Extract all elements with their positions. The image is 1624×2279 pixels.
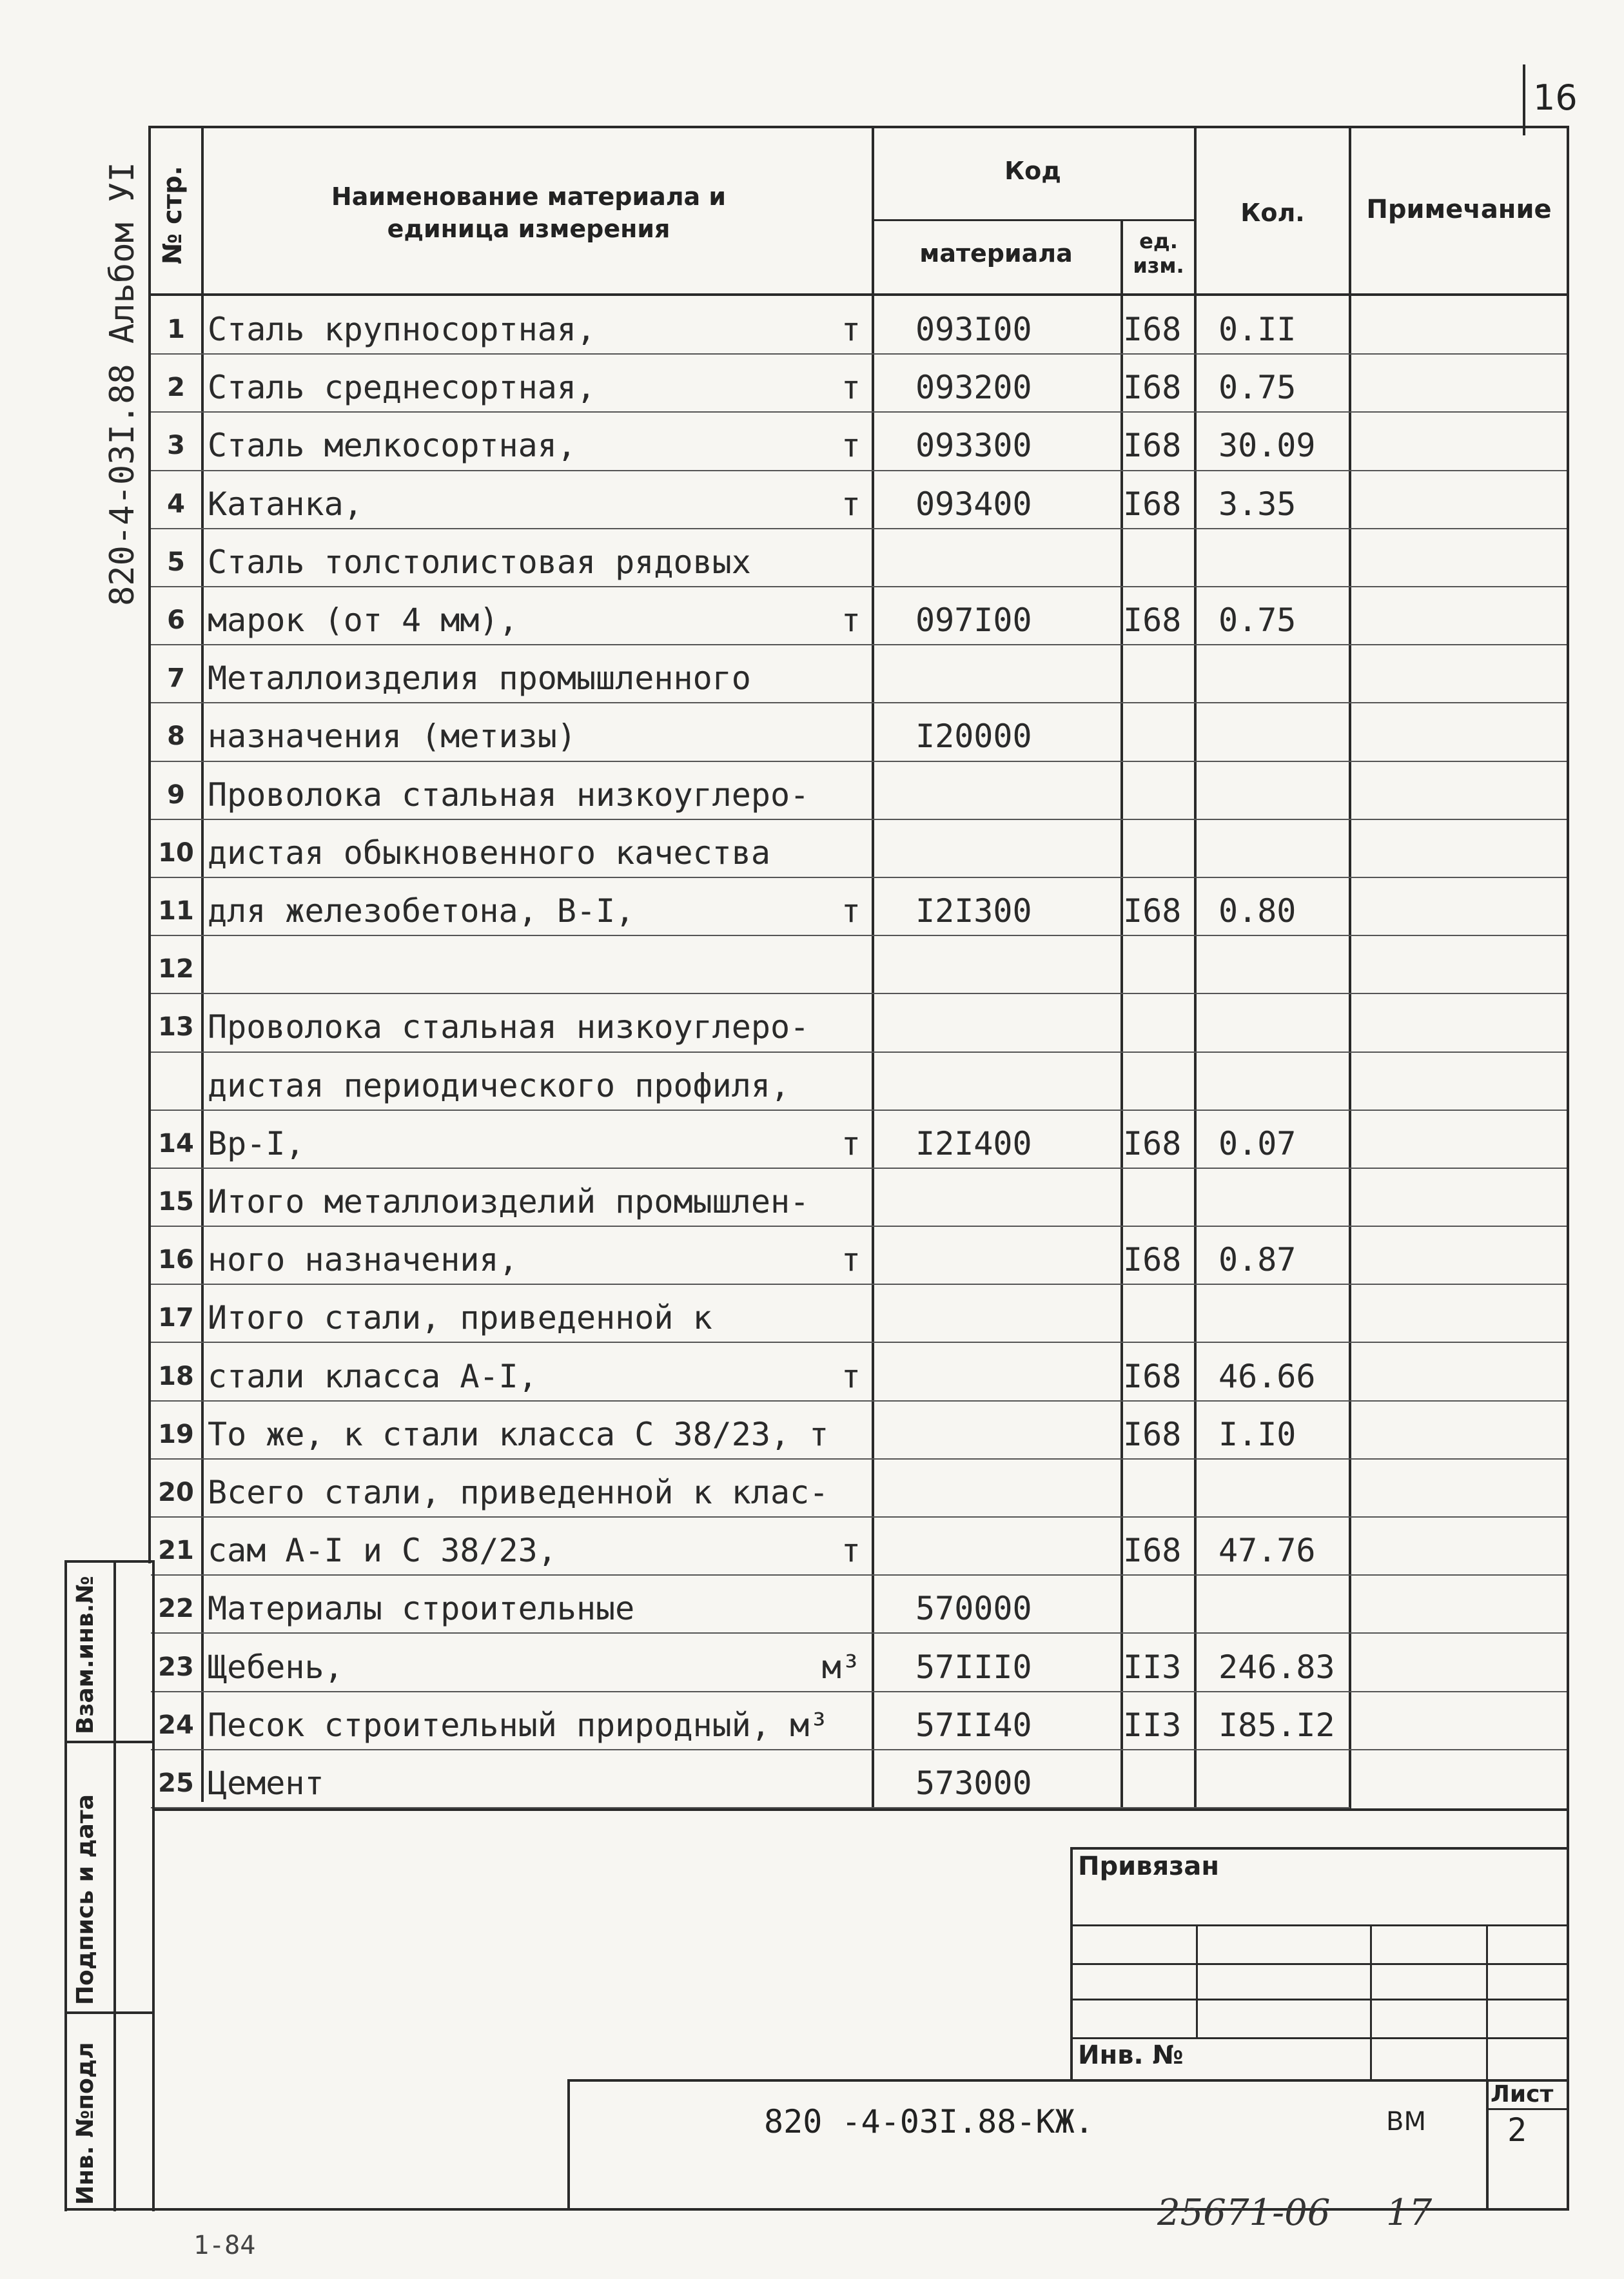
row-number: 17 [158, 1303, 194, 1333]
col-divider-qty [1349, 126, 1351, 1808]
header-code: Код [1004, 157, 1061, 185]
row-qty: 47.76 [1218, 1532, 1316, 1570]
row-number: 9 [167, 779, 185, 810]
row-number: 13 [158, 1012, 194, 1042]
row-separator [151, 470, 1567, 471]
row-qty: 0.75 [1218, 602, 1296, 640]
footer-left: 1-84 [193, 2231, 256, 2260]
row-number: 3 [167, 431, 185, 461]
side-stamp-right [113, 1560, 116, 2211]
page-number-divider [1523, 64, 1525, 135]
row-number: 24 [158, 1710, 194, 1740]
row-name: для железобетона, В-I, [208, 892, 635, 930]
tb-privyazan-r1 [1070, 1924, 1567, 1926]
row-qty: 30.09 [1218, 427, 1316, 465]
row-name: ного назначения, [208, 1241, 518, 1279]
tb-privyazan: Привязан [1078, 1852, 1220, 1881]
row-separator [151, 644, 1567, 645]
row-name: То же, к стали класса С 38/23, т [208, 1415, 829, 1453]
row-unit: т [841, 1532, 861, 1570]
row-number: 25 [158, 1768, 194, 1798]
row-name: сам А-I и С 38/23, [208, 1532, 557, 1570]
row-unit: т [841, 369, 861, 407]
row-unit-code: I68 [1123, 1241, 1182, 1279]
tb-privyazan-c2 [1370, 1924, 1372, 2079]
code-subheader-line [872, 219, 1194, 221]
row-code: 093400 [915, 485, 1032, 523]
row-name: Материалы строительные [208, 1590, 635, 1628]
row-qty: 0.87 [1218, 1241, 1296, 1279]
tb-inv-no: Инв. № [1078, 2040, 1184, 2070]
row-name: дистая периодического профиля, [208, 1066, 790, 1104]
col-divider-name [872, 126, 874, 1808]
row-separator [151, 1168, 1567, 1169]
row-unit: т [841, 1357, 861, 1395]
row-name: стали класса А-I, [208, 1357, 538, 1395]
tb-privyazan-r4 [1070, 2037, 1567, 2039]
footer-handwritten-2: 17 [1386, 2192, 1433, 2234]
header-qty: Кол. [1240, 199, 1305, 227]
row-unit: т [841, 1241, 861, 1279]
row-number: 15 [158, 1186, 194, 1217]
row-separator [151, 702, 1567, 703]
row-qty: 0.75 [1218, 369, 1296, 407]
row-number: 7 [167, 663, 185, 694]
tb-sheet-label: Лист [1491, 2081, 1554, 2108]
row-qty: 3.35 [1218, 485, 1296, 523]
row-name: Проволока стальная низкоуглеро- [208, 1008, 810, 1046]
row-unit-code: I68 [1123, 311, 1182, 349]
row-unit-code: II3 [1123, 1648, 1182, 1686]
row-separator [151, 1632, 1567, 1634]
row-unit-code: I68 [1123, 892, 1182, 930]
row-qty: 0.07 [1218, 1124, 1296, 1162]
row-unit: т [841, 311, 861, 349]
row-separator [151, 1400, 1567, 1402]
row-number: 5 [167, 547, 185, 577]
row-name: Металлоизделия промышленного [208, 660, 751, 698]
row-unit-code: I68 [1123, 427, 1182, 465]
row-unit-code: I68 [1123, 1415, 1182, 1453]
row-code: 093200 [915, 369, 1032, 407]
row-code: I20000 [915, 718, 1032, 756]
header-name: Наименование материала и единица измерения [331, 182, 727, 243]
row-separator [151, 353, 1567, 355]
side-zam-inv: Взам.инв.№ [72, 1576, 99, 1734]
row-number: 8 [167, 721, 185, 752]
row-separator [151, 1691, 1567, 1692]
row-qty: I.I0 [1218, 1415, 1296, 1453]
row-separator [151, 1574, 1567, 1576]
tb-doc-code: 820 -4-03I.88-КЖ. [764, 2103, 1094, 2140]
header-code-material: материала [919, 239, 1073, 268]
row-separator [151, 819, 1567, 820]
row-name: Сталь мелкосортная, [208, 427, 576, 465]
tb-privyazan-r3 [1070, 1999, 1567, 2000]
side-stamp-left [64, 1560, 67, 2211]
row-code: 093300 [915, 427, 1032, 465]
row-number: 4 [167, 489, 185, 519]
row-number: 6 [167, 605, 185, 636]
row-separator [151, 761, 1567, 762]
table-top-border [148, 126, 1567, 128]
row-unit-code: I68 [1123, 485, 1182, 523]
row-number: 1 [167, 315, 185, 345]
row-separator [151, 1110, 1567, 1111]
row-code: I2I400 [915, 1124, 1032, 1162]
row-name: Песок строительный природный, м³ [208, 1706, 829, 1744]
row-unit-code: I68 [1123, 1357, 1182, 1395]
row-unit: т [841, 485, 861, 523]
row-name: дистая обыкновенного качества [208, 834, 770, 872]
row-unit: м³ [821, 1648, 861, 1686]
row-unit-code: I68 [1123, 1532, 1182, 1570]
row-code: 097I00 [915, 602, 1032, 640]
row-name: Итого стали, приведенной к [208, 1299, 712, 1337]
row-unit-code: I68 [1123, 369, 1182, 407]
row-number: 22 [158, 1594, 194, 1624]
row-name: Катанка, [208, 485, 363, 523]
row-code: 57II40 [915, 1706, 1032, 1744]
row-qty: I85.I2 [1218, 1706, 1335, 1744]
footer-handwritten: 25671-06 [1157, 2192, 1331, 2234]
row-number: 12 [158, 954, 194, 984]
table-header-bottom [148, 293, 1567, 296]
row-name: назначения (метизы) [208, 718, 576, 756]
tb-sheet-mid [1486, 2108, 1567, 2110]
col-divider-unitcode [1194, 126, 1197, 1808]
row-name: Проволока стальная низкоуглеро- [208, 776, 810, 814]
header-note: Примечание [1366, 195, 1552, 224]
row-name: Сталь крупносортная, [208, 311, 596, 349]
table-right-border [1567, 126, 1569, 2208]
row-name: марок (от 4 мм), [208, 602, 518, 640]
row-separator [151, 1516, 1567, 1518]
row-unit: т [841, 892, 861, 930]
row-number: 16 [158, 1245, 194, 1275]
row-number: 21 [158, 1536, 194, 1566]
tb-privyazan-c3 [1486, 1924, 1488, 2079]
row-code: I2I300 [915, 892, 1032, 930]
side-sign-date: Подпись и дата [72, 1794, 99, 2005]
row-separator [151, 528, 1567, 529]
tb-privyazan-r2 [1070, 1963, 1567, 1965]
row-separator [151, 877, 1567, 878]
album-label: 820-4-03I.88 Альбом УI [103, 162, 142, 606]
row-name: Сталь толстолистовая рядовых [208, 543, 751, 581]
tb-privyazan-c1 [1196, 1924, 1198, 2037]
tb-sheet-no: 2 [1507, 2111, 1527, 2149]
row-separator [151, 1749, 1567, 1750]
row-unit-code: I68 [1123, 602, 1182, 640]
row-separator [151, 1051, 1567, 1053]
row-name: Итого металлоизделий промышлен- [208, 1182, 810, 1220]
side-stamp-top [64, 1560, 155, 1563]
page-number: 16 [1533, 77, 1578, 118]
row-number: 18 [158, 1361, 194, 1391]
tb-sheet-left [1486, 2079, 1489, 2208]
row-code: 093I00 [915, 311, 1032, 349]
side-stamp-bottom [64, 2208, 1569, 2211]
row-name: Щебень, [208, 1648, 344, 1686]
row-code: 570000 [915, 1590, 1032, 1628]
row-separator [151, 993, 1567, 994]
row-number: 23 [158, 1652, 194, 1682]
row-qty: 0.II [1218, 311, 1296, 349]
row-number: 14 [158, 1128, 194, 1159]
row-code: 573000 [915, 1764, 1032, 1802]
row-separator [151, 411, 1567, 413]
row-number: 19 [158, 1419, 194, 1449]
tb-main-left [567, 2079, 570, 2208]
row-unit-code: II3 [1123, 1706, 1182, 1744]
header-code-unit: ед. изм. [1133, 229, 1184, 278]
row-name: Вр-I, [208, 1124, 305, 1162]
row-qty: 0.80 [1218, 892, 1296, 930]
row-qty: 46.66 [1218, 1357, 1316, 1395]
side-stamp-div1 [64, 1741, 155, 1743]
tb-main-top [567, 2079, 1567, 2082]
row-separator [151, 586, 1567, 587]
header-row-no: № стр. [158, 166, 188, 264]
row-name: Цемент [208, 1764, 324, 1802]
row-separator [151, 1342, 1567, 1343]
row-qty: 246.83 [1218, 1648, 1335, 1686]
tb-top [152, 1808, 1567, 1811]
row-unit: т [841, 602, 861, 640]
side-stamp-inner [152, 1560, 155, 2211]
row-unit: т [841, 427, 861, 465]
row-number: 11 [158, 896, 194, 926]
row-number: 10 [158, 837, 194, 868]
tb-vm: ВМ [1386, 2107, 1426, 2137]
row-name: Сталь среднесортная, [208, 369, 596, 407]
row-separator [151, 935, 1567, 936]
row-separator [151, 1458, 1567, 1460]
row-code: 57III0 [915, 1648, 1032, 1686]
row-number: 20 [158, 1477, 194, 1507]
row-separator [151, 1284, 1567, 1285]
side-inv-podl: Инв. №подл [72, 2042, 99, 2205]
row-name: Всего стали, приведенной к клас- [208, 1473, 829, 1511]
tb-privyazan-top [1070, 1847, 1567, 1850]
row-unit-code: I68 [1123, 1124, 1182, 1162]
row-number: 2 [167, 373, 185, 403]
row-unit: т [841, 1124, 861, 1162]
side-stamp-div2 [64, 2011, 155, 2014]
row-separator [151, 1226, 1567, 1227]
